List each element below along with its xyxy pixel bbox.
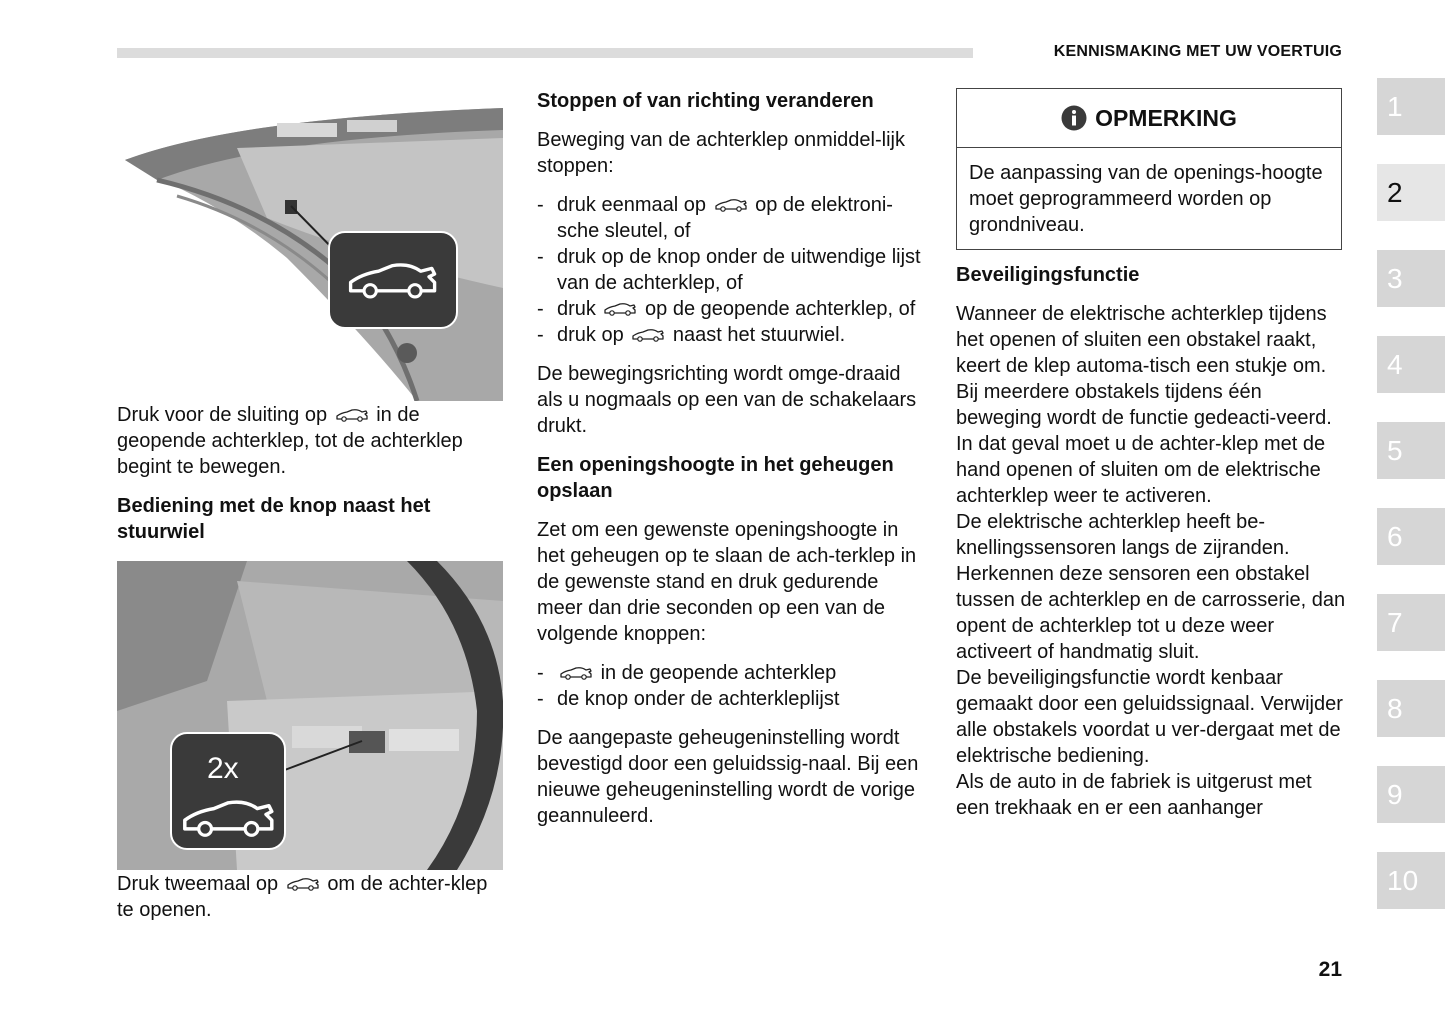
chapter-tab-10[interactable]: 10 bbox=[1377, 852, 1445, 909]
chapter-tab-1[interactable]: 1 bbox=[1377, 78, 1445, 135]
safety-para-1: Wanneer de elektrische achterklep tijdens het openen of sluiten een obstakel raakt, keert de klep automa-tisch een stukje om. bbox=[956, 303, 1327, 377]
tailgate-button-icon bbox=[714, 198, 748, 212]
note-box bbox=[956, 88, 1342, 250]
heading-safety-function: Beveiligingsfunctie bbox=[956, 264, 1140, 286]
list-item: - in de geopende achterklep bbox=[537, 660, 927, 686]
para-reverse: De bewegingsrichting wordt omge-draaid als u nogmaals op een van de schakelaars drukt. bbox=[537, 363, 917, 437]
chapter-tab-7[interactable]: 7 bbox=[1377, 594, 1445, 651]
safety-para-2: Bij meerdere obstakels tijdens één beweging wordt de functie gedeacti-veerd. In dat geval moet u de achter-klep met de hand openen of sluiten om de elektrische achterklep weer te activeren. bbox=[956, 381, 1332, 507]
chapter-tab-9[interactable]: 9 bbox=[1377, 766, 1445, 823]
para-memory: Zet om een gewenste openingshoogte in het geheugen op te slaan de ach-terklep in de gewenste stand en druk gedurende meer dan drie seconden op een van de volgende knoppen: bbox=[537, 519, 917, 645]
chapter-tab-5[interactable]: 5 bbox=[1377, 422, 1445, 479]
chapter-tab-2[interactable]: 2 bbox=[1377, 164, 1445, 221]
tailgate-button-icon bbox=[286, 877, 320, 891]
chapter-tab-8[interactable]: 8 bbox=[1377, 680, 1445, 737]
list-item: - druk op naast het stuurwiel. bbox=[537, 322, 927, 348]
safety-para-4: De beveiligingsfunctie wordt kenbaar gemaakt door een geluidssignaal. Verwijder alle obstakels voordat u ver-dergaat met de elektrische bediening. bbox=[956, 667, 1343, 767]
safety-para-5: Als de auto in de fabriek is uitgerust met een trekhaak en er een aanhanger bbox=[956, 771, 1312, 819]
heading-stop-reverse: Stoppen of van richting veranderen bbox=[537, 90, 874, 112]
note-body: De aanpassing van de openings-hoogte moet geprogrammeerd worden op grondniveau. bbox=[969, 162, 1323, 236]
chapter-tab-6[interactable]: 6 bbox=[1377, 508, 1445, 565]
figure-dashboard-button bbox=[117, 561, 503, 870]
press-twice-badge: 2x bbox=[207, 752, 239, 785]
caption-2: Druk tweemaal op om de achter-klep te openen. bbox=[117, 873, 488, 921]
running-head: KENNISMAKING MET UW VOERTUIG bbox=[1053, 43, 1342, 60]
chapter-tab-3[interactable]: 3 bbox=[1377, 250, 1445, 307]
tailgate-button-icon bbox=[631, 328, 665, 342]
note-header bbox=[957, 89, 1341, 148]
caption-1: Druk voor de sluiting op in de geopende achterklep, tot de achterklep begint te bewegen. bbox=[117, 404, 463, 478]
figure-tailgate-open bbox=[117, 108, 503, 401]
list-item: - druk eenmaal op op de elektroni-sche sleutel, of bbox=[537, 192, 927, 244]
header-rule bbox=[117, 48, 973, 58]
list-item: - druk op de geopende achterklep, of bbox=[537, 296, 927, 322]
chapter-tab-4[interactable]: 4 bbox=[1377, 336, 1445, 393]
heading-steering-button: Bediening met de knop naast het stuurwiel bbox=[117, 495, 431, 543]
note-title: OPMERKING bbox=[1095, 104, 1237, 131]
heading-memory-height: Een openingshoogte in het geheugen opslaan bbox=[537, 454, 894, 502]
intro-stop: Beweging van de achterklep onmiddel-lijk stoppen: bbox=[537, 129, 905, 177]
info-icon bbox=[1061, 105, 1087, 131]
tailgate-button-icon bbox=[559, 666, 593, 680]
tailgate-button-icon bbox=[335, 408, 369, 422]
tailgate-button-icon bbox=[603, 302, 637, 316]
para-memory-confirm: De aangepaste geheugeninstelling wordt bevestigd door een geluidssig-naal. Bij een nieuwe geheugeninstelling wordt de vorige geannuleerd. bbox=[537, 727, 919, 827]
list-item: - druk op de knop onder de uitwendige lijst van de achterklep, of bbox=[537, 244, 927, 296]
list-item: - de knop onder de achterkleplijst bbox=[537, 686, 927, 712]
page-number: 21 bbox=[1318, 958, 1342, 981]
safety-para-3: De elektrische achterklep heeft be-knellingssensoren langs de zijranden. Herkennen deze sensoren een obstakel tussen de achterklep en de carrosserie, dan opent de achterklep tot u deze weer activeert of handmatig sluit. bbox=[956, 511, 1346, 663]
